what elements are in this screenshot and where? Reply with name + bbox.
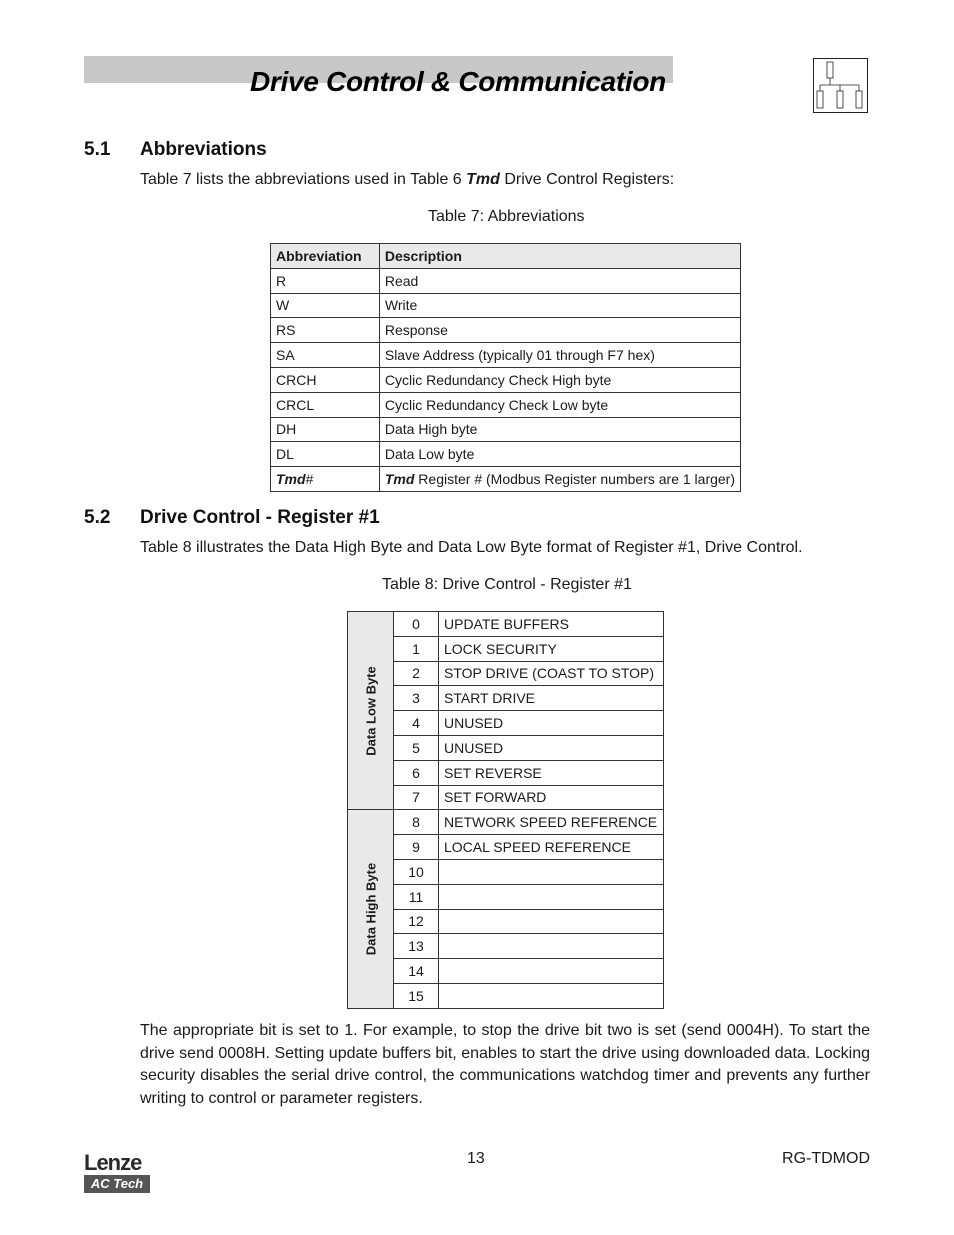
description-cell: Cyclic Redundancy Check Low byte — [379, 392, 740, 417]
intro-text-end: Drive Control Registers: — [499, 171, 675, 188]
table-caption: Table 8: Drive Control - Register #1 — [382, 576, 632, 593]
bit-function-cell — [439, 983, 664, 1008]
group-cell-low — [348, 612, 394, 810]
bit-function-cell: UPDATE BUFFERS — [439, 612, 664, 637]
bit-function-cell — [439, 884, 664, 909]
table-row — [348, 735, 664, 760]
abbreviation-cell: CRCH — [271, 367, 380, 392]
bit-function-cell: SET REVERSE — [439, 760, 664, 785]
document-code: RG-TDMOD — [782, 1150, 870, 1167]
description-cell — [379, 467, 740, 492]
section-title: Drive Control - Register #1 — [140, 507, 380, 528]
bit-number-cell: 2 — [394, 661, 439, 686]
table-row — [271, 268, 741, 293]
table-row — [271, 318, 741, 343]
table-row — [348, 760, 664, 785]
abbreviation-cell: W — [271, 293, 380, 318]
abbreviation-cell: R — [271, 268, 380, 293]
abbreviations-table — [270, 243, 741, 492]
table-row — [271, 392, 741, 417]
table-row — [271, 417, 741, 442]
table-row — [348, 686, 664, 711]
section-number: 5.1 — [84, 139, 111, 160]
table-row — [348, 909, 664, 934]
bit-number-cell: 5 — [394, 735, 439, 760]
bit-function-cell — [439, 959, 664, 984]
body-paragraph: The appropriate bit is set to 1. For example, to stop the drive bit two is set (send 0004H). To start the drive send 0008H. Setting update buffers bit, enables to start the drive using downloaded data. Locking security disables the serial drive control, the communications watchdog timer and prevents any further writing to control or parameter registers. — [140, 1022, 870, 1107]
bit-function-cell: START DRIVE — [439, 686, 664, 711]
section-intro — [140, 171, 674, 189]
bit-number-cell: 9 — [394, 835, 439, 860]
page-title: Drive Control & Communication — [250, 66, 666, 97]
bit-function-cell: NETWORK SPEED REFERENCE — [439, 810, 664, 835]
bit-function-cell: UNUSED — [439, 711, 664, 736]
description-cell: Response — [379, 318, 740, 343]
bit-number-cell: 4 — [394, 711, 439, 736]
intro-emphasis: Tmd — [466, 171, 500, 188]
table-row — [348, 884, 664, 909]
abbreviation-cell — [271, 467, 380, 492]
table-row — [348, 711, 664, 736]
bit-number-cell: 7 — [394, 785, 439, 810]
bit-function-cell: LOCK SECURITY — [439, 636, 664, 661]
table-row — [348, 959, 664, 984]
table-row — [348, 636, 664, 661]
network-diagram-icon — [813, 58, 868, 113]
bit-number-cell: 1 — [394, 636, 439, 661]
table-header-row — [271, 244, 741, 269]
bit-function-cell — [439, 859, 664, 884]
description-cell: Write — [379, 293, 740, 318]
abbreviation-cell: CRCL — [271, 392, 380, 417]
bit-number-cell: 12 — [394, 909, 439, 934]
table-row — [348, 835, 664, 860]
table-row — [348, 810, 664, 835]
table-row — [348, 983, 664, 1008]
section-intro: Table 8 illustrates the Data High Byte and Data Low Byte format of Register #1, Drive Control. — [140, 539, 803, 556]
bit-number-cell: 3 — [394, 686, 439, 711]
bit-function-cell — [439, 909, 664, 934]
description-cell: Data High byte — [379, 417, 740, 442]
bit-number-cell: 6 — [394, 760, 439, 785]
register-table — [347, 611, 664, 1009]
table-row — [271, 293, 741, 318]
bit-function-cell: STOP DRIVE (COAST TO STOP) — [439, 661, 664, 686]
table-row — [271, 442, 741, 467]
column-header: Abbreviation — [271, 244, 380, 269]
intro-text: Table 7 lists the abbreviations used in Table 6 — [140, 171, 467, 188]
description-cell: Read — [379, 268, 740, 293]
table-row — [271, 343, 741, 368]
table-row — [348, 661, 664, 686]
column-header: Description — [379, 244, 740, 269]
group-label: Data Low Byte — [363, 665, 378, 756]
page-number: 13 — [467, 1150, 485, 1167]
bit-function-cell: LOCAL SPEED REFERENCE — [439, 835, 664, 860]
bit-number-cell: 14 — [394, 959, 439, 984]
table-row — [348, 934, 664, 959]
bit-function-cell — [439, 934, 664, 959]
abbreviation-cell: DL — [271, 442, 380, 467]
abbreviation-emphasis: Tmd — [276, 471, 306, 488]
table-row — [348, 859, 664, 884]
abbreviation-cell: RS — [271, 318, 380, 343]
group-cell-high — [348, 810, 394, 1008]
table-row — [348, 785, 664, 810]
description-cell: Cyclic Redundancy Check High byte — [379, 367, 740, 392]
description-emphasis: Tmd — [384, 471, 415, 488]
abbreviation-cell: SA — [271, 343, 380, 368]
bit-number-cell: 8 — [394, 810, 439, 835]
section-number: 5.2 — [84, 507, 111, 528]
description-cell: Slave Address (typically 01 through F7 hex) — [379, 343, 740, 368]
lenze-logo — [84, 1150, 152, 1194]
table-row — [271, 467, 741, 492]
bit-function-cell: SET FORWARD — [439, 785, 664, 810]
logo-wordmark: Lenze — [84, 1150, 142, 1175]
description-cell: Data Low byte — [379, 442, 740, 467]
section-title: Abbreviations — [140, 139, 267, 160]
bit-number-cell: 15 — [394, 983, 439, 1008]
abbreviation-suffix: # — [305, 471, 314, 488]
bit-function-cell: UNUSED — [439, 735, 664, 760]
bit-number-cell: 10 — [394, 859, 439, 884]
table-caption: Table 7: Abbreviations — [428, 208, 585, 225]
bit-number-cell: 11 — [394, 884, 439, 909]
table-row — [271, 367, 741, 392]
group-label: Data High Byte — [363, 862, 378, 956]
table-row — [348, 612, 664, 637]
bit-number-cell: 13 — [394, 934, 439, 959]
logo-subbrand: AC Tech — [84, 1175, 150, 1193]
bit-number-cell: 0 — [394, 612, 439, 637]
abbreviation-cell: DH — [271, 417, 380, 442]
description-text: Register # (Modbus Register numbers are 1 larger) — [414, 471, 735, 488]
